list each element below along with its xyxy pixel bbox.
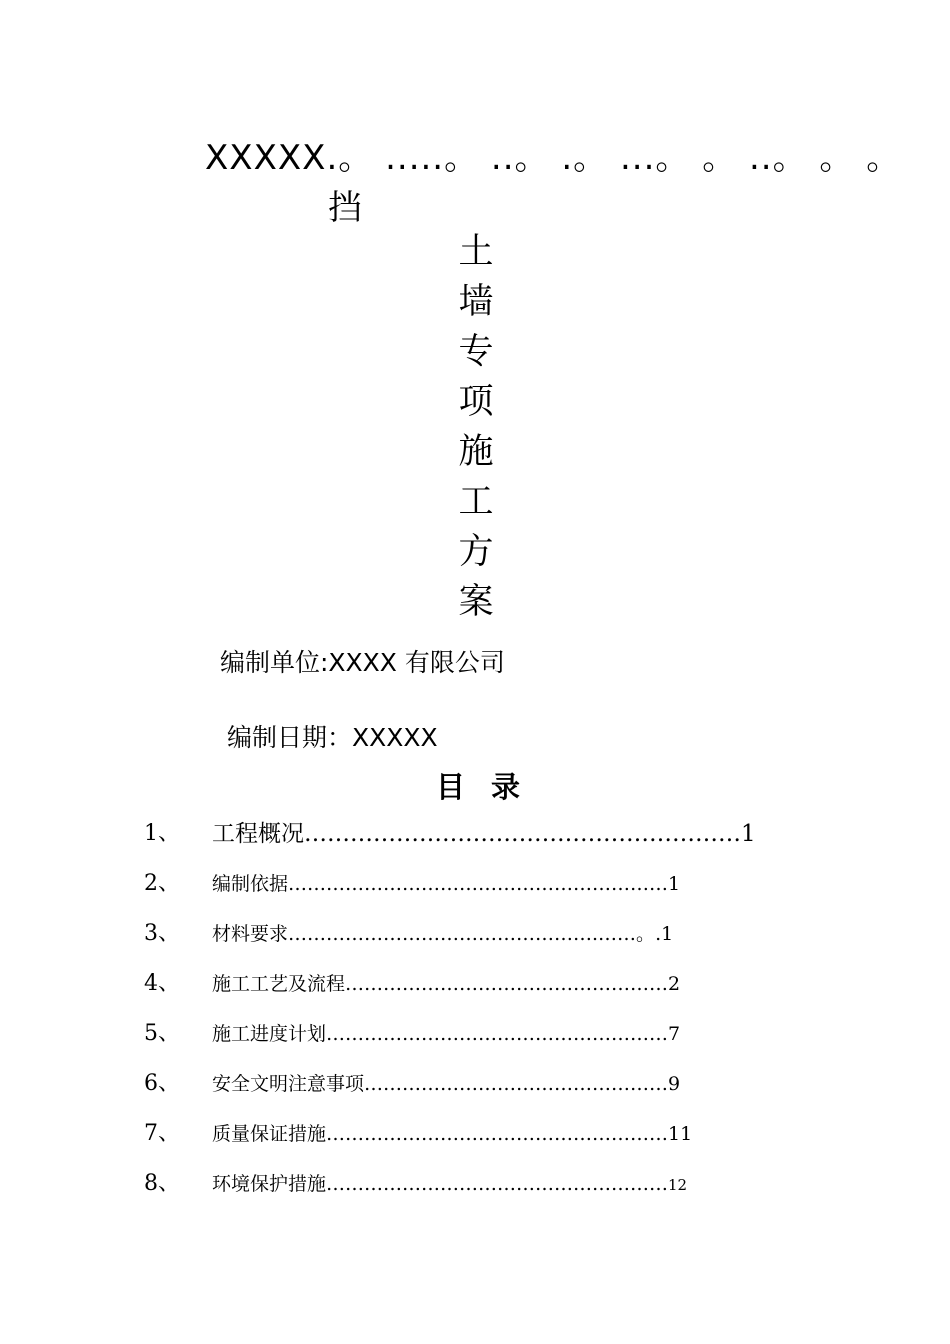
title-char: 施 <box>458 432 494 472</box>
title-char: 墙 <box>458 282 494 322</box>
toc-item[interactable] <box>144 864 794 904</box>
document-title-vertical <box>456 230 496 630</box>
toc-item-page: 9 <box>668 1073 681 1095</box>
title-char: 工 <box>458 482 494 522</box>
toc-item-text: 环境保护措施 <box>212 1173 327 1195</box>
toc-item-text: 施工进度计划 <box>212 1023 327 1045</box>
title-char: 案 <box>458 582 494 622</box>
toc-item[interactable] <box>144 1164 794 1204</box>
title-char: 土 <box>458 232 494 272</box>
toc-item-leader: …………………………………………… <box>345 973 669 995</box>
toc-item-text: 安全文明注意事项 <box>212 1073 365 1095</box>
toc-item-text: 编制依据 <box>212 873 289 895</box>
title-char: 项 <box>458 382 494 422</box>
toc-item[interactable] <box>144 814 794 854</box>
compiling-unit: 编制单位:XXXX 有限公司 <box>220 648 505 677</box>
toc-item[interactable] <box>144 1014 794 1054</box>
toc-item-number: 1、 <box>144 821 180 846</box>
toc-item-leader: …………………………………………………… <box>288 873 669 895</box>
toc-item-number: 8、 <box>144 1171 180 1196</box>
toc-item-page: 12 <box>668 1176 688 1194</box>
toc-item-leader: ………………………………………………… <box>304 821 741 847</box>
toc-item-leader: ……………………………………………… <box>326 1023 669 1045</box>
toc-item[interactable] <box>144 1064 794 1104</box>
toc-item-text: 材料要求 <box>212 923 289 945</box>
toc-item-page: 11 <box>668 1123 693 1145</box>
toc-item-page: 2 <box>668 973 681 995</box>
toc-item-text: 质量保证措施 <box>212 1123 327 1145</box>
toc-item-leader: ……………………………………………… <box>326 1173 669 1195</box>
toc-item[interactable] <box>144 1114 794 1154</box>
compiling-date: 编制日期：XXXXX <box>227 723 438 752</box>
toc-item-number: 4、 <box>144 971 180 996</box>
toc-item-number: 3、 <box>144 921 180 946</box>
toc-item-number: 5、 <box>144 1021 180 1046</box>
toc-item-page: 1 <box>668 873 681 895</box>
toc-item-text: 施工工艺及流程 <box>212 973 346 995</box>
toc-item-leader: ………………………………………….……。 <box>288 923 656 945</box>
toc-item-number: 2、 <box>144 871 180 896</box>
title-first-char: 挡 <box>328 188 362 228</box>
toc-title: 目录 <box>436 770 547 804</box>
toc-item-leader: ………………………………………… <box>364 1073 669 1095</box>
toc-item-page: 7 <box>668 1023 681 1045</box>
title-char: 专 <box>458 332 494 372</box>
toc-item-text: 工程概况 <box>212 821 304 847</box>
company-name: XXXXX.。 .....。 ..。 .。 ...。 。 ..。 。 。 <box>205 138 902 178</box>
toc-item[interactable] <box>144 964 794 1004</box>
toc-item-leader: ……………………………………………… <box>326 1123 669 1145</box>
toc-item-page: .1 <box>655 923 674 945</box>
toc-item-page: 1 <box>741 821 756 847</box>
toc-item-number: 7、 <box>144 1121 180 1146</box>
toc-item[interactable] <box>144 914 794 954</box>
title-char: 方 <box>458 532 494 572</box>
toc-item-number: 6、 <box>144 1071 180 1096</box>
